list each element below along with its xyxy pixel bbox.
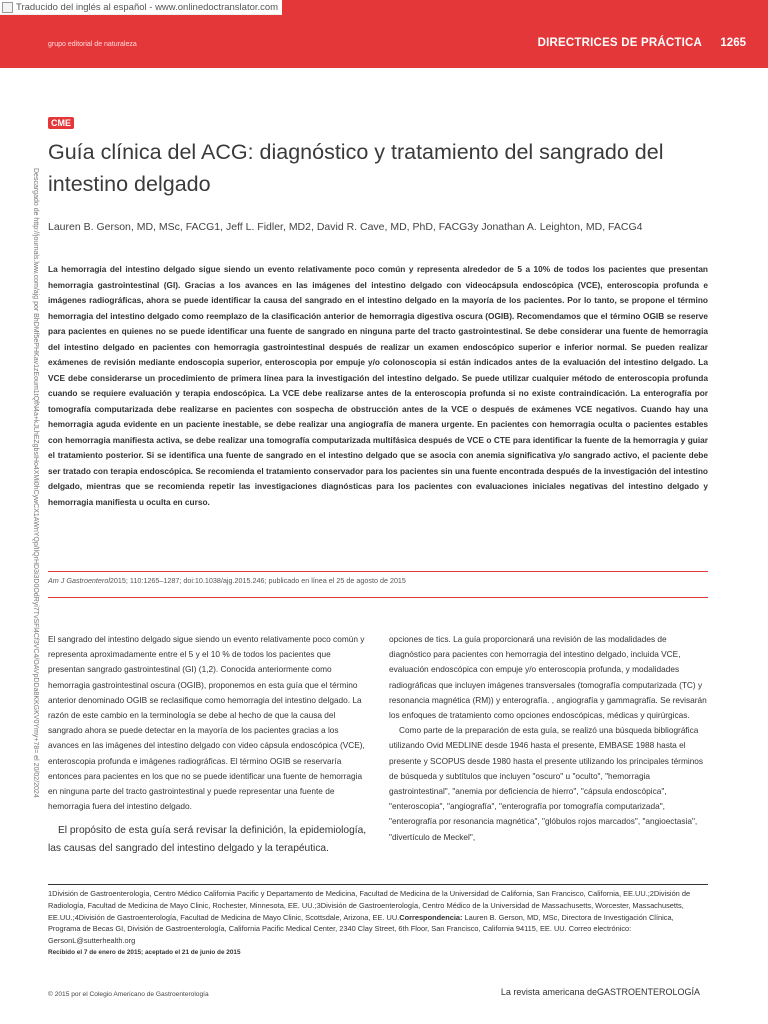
- footnote-rule: [48, 884, 708, 885]
- download-side-note: [14, 168, 44, 798]
- section-label: DIRECTRICES DE PRÁCTICA: [537, 37, 702, 49]
- journal-footer: La revista americana deGASTROENTEROLOGÍA: [500, 987, 700, 997]
- copyright-footer: © 2015 por el Colegio Americano de Gastroenterología: [48, 991, 209, 998]
- body-column-right: [389, 632, 709, 845]
- translation-banner-text[interactable]: Traducido del inglés al español - www.onlinedoctranslator.com: [16, 1, 279, 13]
- affiliations-text: 1División de Gastroenterología, Centro Médico California Pacific y Departamento de Medicina, Facultad de Medicina de la Universidad de California, San Francisco, California, EE.UU.;2División de Radiología, Facultad de Medicina de Mayo Clinic, Rochester, Minnesota, EE. UU.;3División de Gastroenterología, Centro Médico de la Universidad de Massachusetts, Worcester, Massachusetts, EE.UU.;4División de Gastroenterología, Facultad de Medicina de Mayo Clinic, Scottsdale, Arizona, EE. UU.: [48, 889, 691, 922]
- correspondence-label: Correspondencia:: [399, 912, 463, 922]
- abstract-divider-top: [48, 571, 708, 572]
- received-dates: Recibido el 7 de enero de 2015; aceptado el 21 de junio de 2015: [48, 948, 241, 956]
- journal-name: Am J Gastroenterol: [48, 576, 110, 585]
- affiliations-footnote: [48, 888, 708, 959]
- body-paragraph: opciones de tics. La guía proporcionará una revisión de las modalidades de diagnóstico para pacientes con hemorragia del intestino delgado, incluida VCE, evaluación endoscópica con empuje y/o enteroscopia profunda, y modalidades radiográficas que incluyen imágenes transversales (tomografía computarizada (TC) y resonancia magnética (RM)) y enterografía. , angiografía y gammagrafía. Se revisarán los enfoques de tratamiento como opciones endoscópicas, médicas y quirúrgicas.: [389, 634, 707, 721]
- body-paragraph: El propósito de esta guía será revisar la definición, la epidemiología, las causas del sangrado del intestino delgado y la terapéutica.: [48, 825, 367, 855]
- author-list: Lauren B. Gerson, MD, MSc, FACG1, Jeff L. Fidler, MD2, David R. Cave, MD, PhD, FACG3y Jonathan A. Leighton, MD, FACG4: [48, 221, 643, 233]
- body-paragraph: El sangrado del intestino delgado sigue siendo un evento relativamente poco común y representa aproximadamente entre el 5 y el 10 % de todos los pacientes que presentan sangrado gastrointestinal (GI) (1,2). Conocida anteriormente como hemorragia gastrointestinal oscura (OGIB), proponemos en esta guía que el término anterior denominado OGIB se reclasifique como hemorragia del intestino delgado. La razón de este cambio en la terminología se debe al hecho de que la causa del sangrado ahora se puede detectar en la mayoría de los pacientes gracias a los avances en las imágenes del intestino delgado con video cápsula endoscópica (VCE), enteroscopia profunda e imágenes radiográficas. El término OGIB se reservaría entonces para pacientes en los que no se puede identificar una fuente de hemorragia en ninguna parte del tracto gastrointestinal y puede representar una fuente de hemorragia fuera del intestino delgado.: [48, 634, 365, 812]
- translate-icon: [2, 2, 13, 13]
- publisher-name: grupo editorial de naturaleza: [48, 41, 137, 48]
- abstract: La hemorragia del intestino delgado sigue siendo un evento relativamente poco común y representa alrededor de 5 a 10% de todos los pacientes que presentan hemorragia gastrointestinal (GI). Gracias a los avances en las imágenes del intestino delgado con videocápsula endoscópica (VCE), enteroscopia profunda e imágenes radiográficas, ahora se puede identificar la causa del sangrado en el intestino delgado en la mayoría de los pacientes. Por lo tanto, se propone el término hemorragia del intestino delgado como reemplazo de la clasificación anterior de hemorragia digestiva oscura (OGIB). Recomendamos que el término OGIB se reserve para pacientes en quienes no se puede identificar una fuente de sangrado en ninguna parte del tracto gastrointestinal. Se debe considerar una fuente de hemorragia del intestino delgado en pacientes con hemorragia gastrointestinal después de realizar un examen endoscópico superior e inferior normal. Se pueden realizar exámenes de revisión mediante endoscopia superior, enteroscopia por empuje y/o colonoscopia si están indicados antes de la evaluación del intestino delgado. La VCE debe considerarse un procedimiento de primera línea para la investigación del intestino delgado. Se puede utilizar cualquier método de enteroscopia profunda cuando se requiere evaluación y terapia endoscópica. La VCE debe realizarse antes de la enteroscopia profunda si no existe contraindicación. La enterografía por tomografía computarizada debe realizarse en pacientes con sospecha de obstrucción antes de la VCE o después de exámenes VCE negativos. Cuando hay una hemorragia aguda evidente en un paciente inestable, se debe realizar una angiografía de manera urgente. En pacientes con hemorragia oculta o pacientes estables con hemorragia manifiesta activa, se debe realizar una tomografía computarizada multifásica después de VCE o CTE para identificar la fuente de la hemorragia y guiar el tratamiento posterior. Si se identifica una fuente de sangrado en el intestino delgado que se asocia con anemia significativa y/o sangrado activo, el paciente debe ser tratado con terapia endoscópica. Se recomienda el tratamiento conservador para los pacientes sin una fuente encontrada después de la investigación del intestino delgado, mientras que se recomienda repetir las investigaciones diagnósticas para los pacientes con evaluaciones iniciales negativas del intestino delgado y hemorragia manifiesta u oculta en curso.: [48, 264, 708, 507]
- abstract-divider-bottom: [48, 597, 708, 598]
- body-paragraph: Como parte de la preparación de esta guía, se realizó una búsqueda bibliográfica utilizando Ovid MEDLINE desde 1946 hasta el presente, EMBASE 1988 hasta el presente y SCOPUS desde 1980 hasta el presente utilizando los principales términos de búsqueda y subtítulos que incluyen "oscuro" u "oculto", "hemorragia gastrointestinal", "anemia por deficiencia de hierro", "cápsula endoscópica", "enteroscopia", "angiografía", "enterografía por tomografía computarizada", "enterografía por resonancia magnética", "glóbulos rojos marcados", "angioectasia", "divertículo de Meckel",: [389, 725, 704, 842]
- download-side-note-text: Descargado de http://journals.lww.com/ajg por BhDMf5ePHKav1zEoum1tQfN4a+kJLhEZgbsIHo4XMi0hCywCX1AWnYQp/IlQrHD3i3D0OdRyi7TvSFl4Cf3VC4/OAVpDDa8KKGKV0Ymy+78= el 20/02/2024: [32, 168, 39, 798]
- translation-banner[interactable]: [0, 0, 282, 15]
- correspondence-text: Lauren B. Gerson, MD, MSc, Directora de Investigación Clínica, Programa de Becas GI, División de Gastroenterología, California Pacific Medical Center, 2340 Clay Street, 6th Floor, San Francisco, California 94115, EE. UU. Correo electrónico: GersonL@sutterhealth.org: [48, 912, 674, 946]
- body-column-left: [48, 632, 368, 858]
- page-number: 1265: [720, 37, 746, 49]
- article-title: Guía clínica del ACG: diagnóstico y tratamiento del sangrado del intestino delgado: [48, 140, 664, 196]
- cme-badge: CME: [48, 117, 74, 129]
- citation-line: [48, 576, 406, 585]
- citation-details: 2015; 110:1265–1287; doi:10.1038/ajg.2015.246; publicado en línea el 25 de agosto de 2015: [109, 576, 406, 585]
